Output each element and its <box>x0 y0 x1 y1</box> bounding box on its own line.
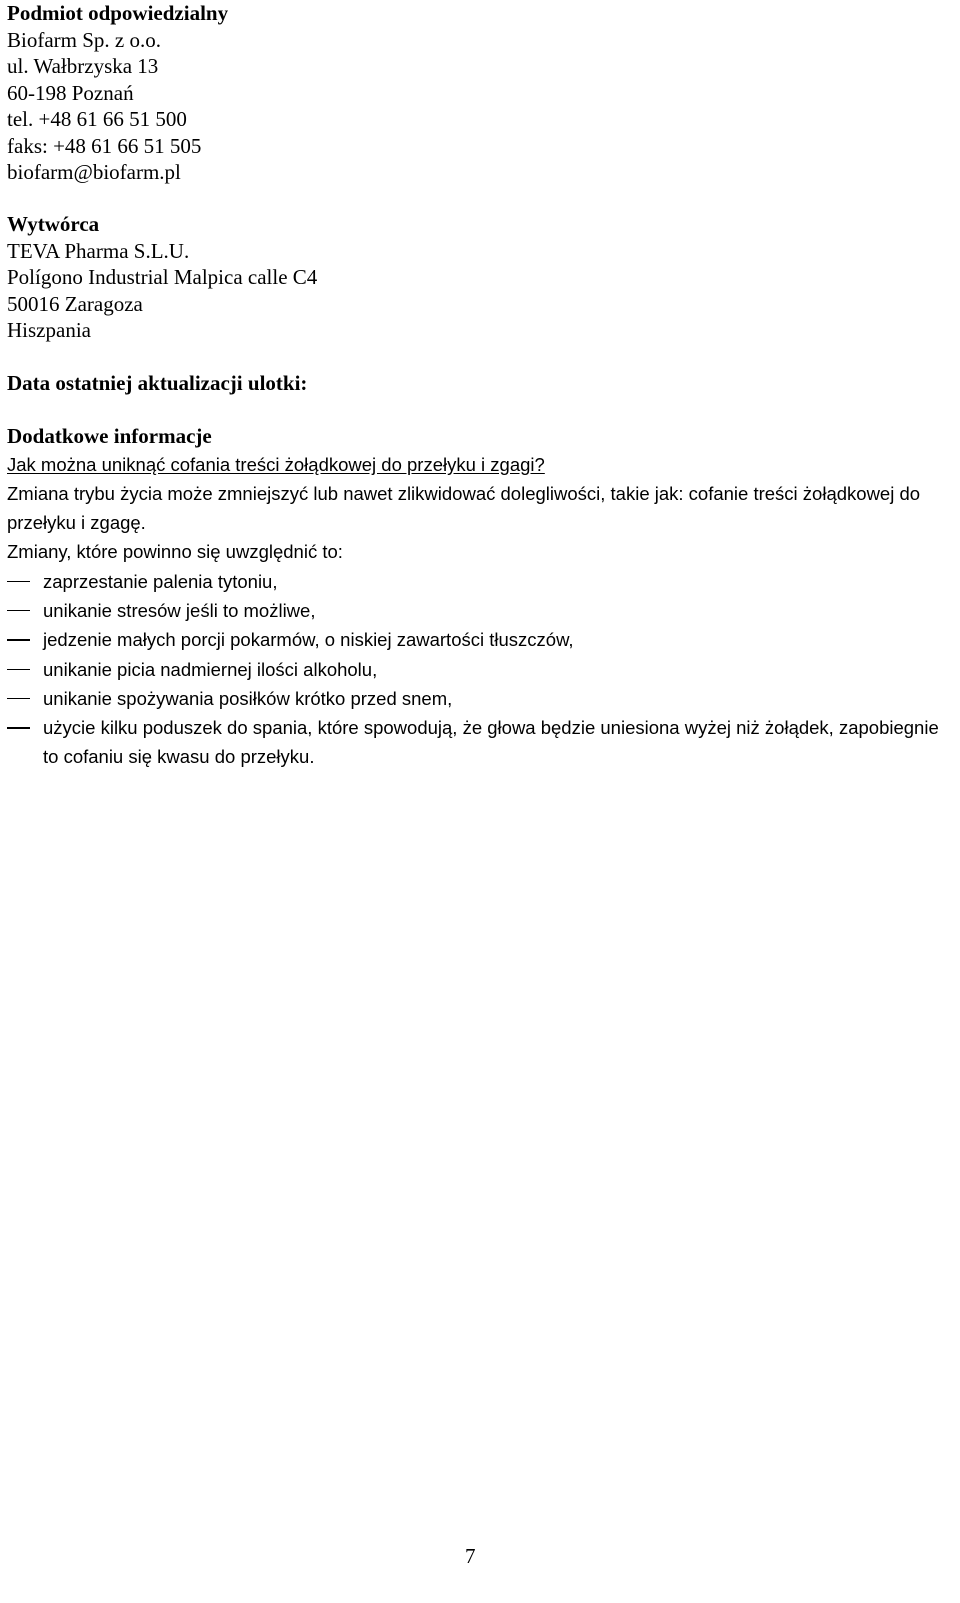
additional-info-heading: Dodatkowe informacje <box>7 424 212 448</box>
list-item-text: użycie kilku poduszek do spania, które spowodują, że głowa będzie uniesiona wyżej niż żołądek, zapobiegnie to cofaniu się kwasu do przełyku. <box>43 717 939 768</box>
responsible-entity-phone: tel. +48 61 66 51 500 <box>7 107 187 131</box>
manufacturer-address: Polígono Industrial Malpica calle C4 <box>7 265 318 289</box>
page-number: 7 <box>465 1544 476 1568</box>
lifestyle-changes-list <box>7 567 955 772</box>
list-item <box>7 655 955 684</box>
question-heading: Jak można uniknąć cofania treści żołądkowej do przełyku i zgagi? <box>7 453 545 475</box>
dash-bullet <box>7 669 30 671</box>
additional-info-section <box>7 423 955 772</box>
responsible-entity-section <box>7 0 228 186</box>
manufacturer-heading: Wytwórca <box>7 212 100 236</box>
responsible-entity-heading: Podmiot odpowiedzialny <box>7 1 229 25</box>
list-item <box>7 625 955 654</box>
dash-bullet <box>7 727 30 729</box>
manufacturer-city: 50016 Zaragoza <box>7 291 143 316</box>
responsible-entity-email: biofarm@biofarm.pl <box>7 160 181 184</box>
list-item-text: unikanie spożywania posiłków krótko przed snem, <box>43 687 453 709</box>
list-item-text: jedzenie małych porcji pokarmów, o niskiej zawartości tłuszczów, <box>43 629 574 651</box>
list-item-text: unikanie stresów jeśli to możliwe, <box>43 599 316 621</box>
list-item <box>7 684 955 713</box>
list-item-text: zaprzestanie palenia tytoniu, <box>43 570 278 592</box>
manufacturer-section <box>7 211 317 344</box>
manufacturer-name: TEVA Pharma S.L.U. <box>7 238 190 263</box>
responsible-entity-fax: faks: +48 61 66 51 505 <box>7 133 202 158</box>
last-update-section <box>7 370 307 397</box>
dash-bullet <box>7 610 30 612</box>
list-item <box>7 713 955 772</box>
dash-bullet <box>7 639 30 641</box>
changes-lead: Zmiany, które powinno się uwzględnić to: <box>7 541 343 563</box>
responsible-entity-city: 60-198 Poznań <box>7 80 134 105</box>
list-item <box>7 596 955 625</box>
list-item-text: unikanie picia nadmiernej ilości alkoholu, <box>43 658 378 680</box>
list-item <box>7 567 955 596</box>
intro-paragraph: Zmiana trybu życia może zmniejszyć lub nawet zlikwidować dolegliwości, takie jak: cofanie treści żołądkowej do przełyku i zgagę. <box>7 482 921 534</box>
dash-bullet <box>7 698 30 700</box>
responsible-entity-street: ul. Wałbrzyska 13 <box>7 54 159 78</box>
manufacturer-country: Hiszpania <box>7 318 91 342</box>
last-update-label: Data ostatniej aktualizacji ulotki: <box>7 371 308 395</box>
responsible-entity-name: Biofarm Sp. z o.o. <box>7 27 161 52</box>
dash-bullet <box>7 581 30 583</box>
